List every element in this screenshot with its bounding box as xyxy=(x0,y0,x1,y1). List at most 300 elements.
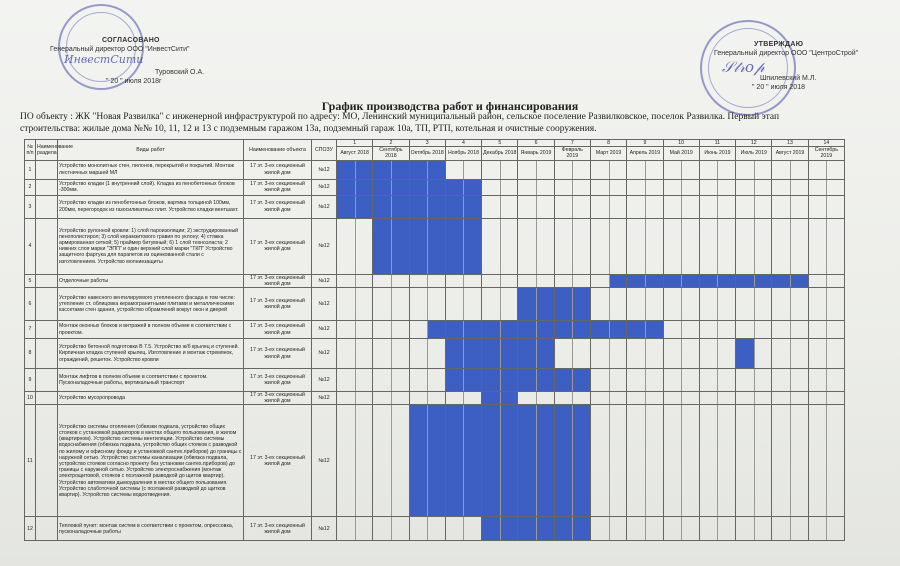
gantt-empty-segment xyxy=(645,405,663,516)
gantt-empty-segment xyxy=(645,288,663,320)
gantt-bar-segment xyxy=(427,180,445,195)
gantt-cell xyxy=(699,274,735,287)
left-approval-heading: СОГЛАСОВАНО xyxy=(102,37,160,44)
gantt-empty-segment xyxy=(717,405,735,516)
gantt-empty-segment xyxy=(736,196,754,218)
gantt-empty-segment xyxy=(518,196,536,218)
gantt-empty-segment xyxy=(555,339,573,368)
section-cell xyxy=(36,405,58,517)
section-cell xyxy=(36,369,58,392)
gantt-empty-segment xyxy=(410,288,428,320)
gantt-empty-segment xyxy=(736,288,754,320)
gantt-empty-segment xyxy=(717,392,735,404)
gantt-empty-segment xyxy=(664,161,682,179)
gantt-empty-segment xyxy=(627,517,645,540)
gantt-cell xyxy=(554,405,590,517)
gantt-cell xyxy=(772,405,808,517)
gantt-empty-segment xyxy=(518,180,536,195)
month-number: 13 xyxy=(772,140,808,147)
gantt-empty-segment xyxy=(391,369,409,391)
gantt-cell xyxy=(445,339,481,369)
gantt-empty-segment xyxy=(609,369,627,391)
gantt-cell xyxy=(373,517,409,541)
month-name: Май 2019 xyxy=(663,147,699,160)
gantt-empty-segment xyxy=(790,405,808,516)
section-cell xyxy=(36,179,58,195)
gantt-empty-segment xyxy=(446,288,464,320)
month-number: 11 xyxy=(699,140,735,147)
gantt-empty-segment xyxy=(591,392,609,404)
gantt-empty-segment xyxy=(736,161,754,179)
gantt-empty-segment xyxy=(373,339,391,368)
gantt-bar-segment xyxy=(609,275,627,287)
gantt-empty-segment xyxy=(645,517,663,540)
gantt-empty-segment xyxy=(717,369,735,391)
gantt-cell xyxy=(482,195,518,218)
gantt-bar-segment xyxy=(463,196,481,218)
gantt-cell xyxy=(445,369,481,392)
gantt-cell xyxy=(663,179,699,195)
gantt-empty-segment xyxy=(809,288,827,320)
gantt-cell xyxy=(445,195,481,218)
month-number-row xyxy=(25,140,845,147)
gantt-empty-segment xyxy=(591,405,609,516)
gantt-bar-segment xyxy=(446,219,464,274)
object-name: 17 эт. 3-ех секционный жилой дом xyxy=(244,218,312,274)
gantt-cell xyxy=(590,195,626,218)
gantt-cell xyxy=(808,195,844,218)
gantt-bar-segment xyxy=(572,321,590,338)
gantt-empty-segment xyxy=(681,339,699,368)
gantt-empty-segment xyxy=(790,161,808,179)
right-approval-date: " 20 " июля 2018 xyxy=(752,84,805,91)
gantt-empty-segment xyxy=(681,196,699,218)
gantt-empty-segment xyxy=(337,517,355,540)
gantt-empty-segment xyxy=(591,161,609,179)
month-number: 3 xyxy=(409,140,445,147)
month-number: 8 xyxy=(590,140,626,147)
object-name: 17 эт. 3-ех секционный жилой дом xyxy=(244,405,312,517)
gantt-bar-segment xyxy=(500,517,518,540)
gantt-empty-segment xyxy=(790,196,808,218)
gantt-empty-segment xyxy=(627,219,645,274)
month-number: 5 xyxy=(482,140,518,147)
gantt-bar-segment xyxy=(463,321,481,338)
gantt-cell xyxy=(554,160,590,179)
work-description: Устройство системы отопления (обвязки подвала, устройство общих стояков с установкой радиаторов в местах общего пользования, в жилом (квартирном). Устройство системы вентиляции. Устройство системы водоснабжения (обвязка подвала, устройство общих стояков с разводкой по жилому и офисному фонду и установкой сантех.приборов) до границы с наружной сетью. Устройство системы канализации (обвязка подвала, устройство стояков согласно проекту без установки сантех.приборов) до границы с наружной сетью. Устройство электроснабжения (монтаж электрощитовой, стояков с поэтажной разводкой до щитов квартир). Устройство автоматики дымоудаления в местах общего пользования. Устройство слаботочной системы (с поэтажной разводкой до щитков квартир). Устройство системы водоотведения. xyxy=(58,405,244,517)
gantt-bar-segment xyxy=(555,405,573,516)
gantt-empty-segment xyxy=(736,369,754,391)
gantt-empty-segment xyxy=(809,180,827,195)
gantt-cell xyxy=(772,321,808,339)
gantt-empty-segment xyxy=(736,392,754,404)
gantt-cell xyxy=(337,321,373,339)
row-number: 10 xyxy=(25,392,36,405)
gantt-empty-segment xyxy=(700,339,718,368)
gantt-empty-segment xyxy=(754,180,772,195)
gantt-bar-segment xyxy=(410,180,428,195)
object-name: 17 эт. 3-ех секционный жилой дом xyxy=(244,392,312,405)
gantt-cell xyxy=(772,369,808,392)
gantt-empty-segment xyxy=(772,196,790,218)
gantt-cell xyxy=(808,339,844,369)
gantt-empty-segment xyxy=(500,180,518,195)
gantt-empty-segment xyxy=(609,392,627,404)
gantt-cell xyxy=(482,274,518,287)
gantt-empty-segment xyxy=(536,392,554,404)
gantt-cell xyxy=(373,392,409,405)
gantt-cell xyxy=(337,405,373,517)
gantt-empty-segment xyxy=(609,339,627,368)
row-number: 7 xyxy=(25,321,36,339)
gantt-bar-segment xyxy=(446,321,464,338)
gantt-empty-segment xyxy=(572,392,590,404)
work-description: Устройство навесного вентилируемого утепленного фасада в том числе: утепление ст. облицовка керамогранитными плитами и металлическими кассетами стен здания, устройство обрамлений вокруг окон и дверей xyxy=(58,288,244,321)
section-cell xyxy=(36,321,58,339)
gantt-empty-segment xyxy=(555,392,573,404)
row-number: 2 xyxy=(25,179,36,195)
table-row xyxy=(25,195,845,218)
gantt-bar-segment xyxy=(410,196,428,218)
gantt-empty-segment xyxy=(772,392,790,404)
right-signature: 𝒮𝓉𝓇𝑜𝓅 xyxy=(722,58,765,76)
gantt-cell xyxy=(772,339,808,369)
work-description: Устройство мусоропровода xyxy=(58,392,244,405)
gantt-cell xyxy=(736,517,772,541)
month-name: Август 2018 xyxy=(337,147,373,160)
gantt-bar-segment xyxy=(536,339,554,368)
gantt-empty-segment xyxy=(391,517,409,540)
gantt-cell xyxy=(772,517,808,541)
table-row xyxy=(25,392,845,405)
gantt-empty-segment xyxy=(536,180,554,195)
gantt-cell xyxy=(627,392,663,405)
gantt-bar-segment xyxy=(463,369,481,391)
gantt-bar-segment xyxy=(664,275,682,287)
table-row xyxy=(25,339,845,369)
left-approval-signer: Туровский О.А. xyxy=(155,69,205,76)
gantt-empty-segment xyxy=(700,180,718,195)
gantt-cell xyxy=(590,288,626,321)
gantt-empty-segment xyxy=(826,161,844,179)
gantt-bar-segment xyxy=(609,321,627,338)
gantt-empty-segment xyxy=(518,392,536,404)
gantt-empty-segment xyxy=(555,275,573,287)
gantt-empty-segment xyxy=(681,517,699,540)
spod-number: №12 xyxy=(312,321,337,339)
gantt-empty-segment xyxy=(555,161,573,179)
gantt-bar-segment xyxy=(591,321,609,338)
gantt-empty-segment xyxy=(427,369,445,391)
gantt-cell xyxy=(518,218,554,274)
right-approval-heading: УТВЕРЖДАЮ xyxy=(754,41,804,48)
gantt-empty-segment xyxy=(664,392,682,404)
gantt-cell xyxy=(337,195,373,218)
object-line-2: строительства: жилые дома №№ 10, 11, 12 и 13 с подземным гаражом 13а, подземный гараж 10а, ТП, РТП, котельная и очистные сооружения. xyxy=(20,124,597,134)
gantt-empty-segment xyxy=(664,369,682,391)
gantt-bar-segment xyxy=(736,339,754,368)
gantt-cell xyxy=(663,405,699,517)
header-object: Наименование объекта xyxy=(244,140,312,161)
gantt-empty-segment xyxy=(681,180,699,195)
month-number: 9 xyxy=(627,140,663,147)
gantt-empty-segment xyxy=(500,196,518,218)
gantt-empty-segment xyxy=(717,161,735,179)
gantt-cell xyxy=(808,392,844,405)
gantt-empty-segment xyxy=(427,392,445,404)
gantt-cell xyxy=(337,392,373,405)
gantt-empty-segment xyxy=(681,288,699,320)
gantt-empty-segment xyxy=(500,161,518,179)
gantt-bar-segment xyxy=(500,392,518,404)
gantt-cell xyxy=(808,321,844,339)
gantt-empty-segment xyxy=(826,339,844,368)
gantt-cell xyxy=(772,392,808,405)
gantt-cell xyxy=(772,288,808,321)
gantt-cell xyxy=(554,288,590,321)
row-number: 12 xyxy=(25,517,36,541)
gantt-empty-segment xyxy=(446,161,464,179)
gantt-empty-segment xyxy=(645,180,663,195)
gantt-cell xyxy=(772,218,808,274)
gantt-cell xyxy=(518,405,554,517)
work-description: Устройство кладки из пенобетонных блоков, вартика толщиной 100мм, 200мм, перегородок из газосиликатных плит. Устройство кладки вентшахт. xyxy=(58,195,244,218)
gantt-empty-segment xyxy=(337,321,355,338)
gantt-cell xyxy=(337,339,373,369)
gantt-empty-segment xyxy=(645,161,663,179)
gantt-cell xyxy=(590,274,626,287)
gantt-empty-segment xyxy=(754,392,772,404)
gantt-bar-segment xyxy=(427,405,445,516)
gantt-empty-segment xyxy=(790,392,808,404)
gantt-cell xyxy=(409,369,445,392)
gantt-empty-segment xyxy=(446,392,464,404)
gantt-cell xyxy=(518,288,554,321)
gantt-cell xyxy=(736,321,772,339)
left-stamp-text: ИнвестСити xyxy=(64,53,144,66)
section-cell xyxy=(36,160,58,179)
gantt-bar-segment xyxy=(482,321,500,338)
gantt-cell xyxy=(554,218,590,274)
gantt-cell xyxy=(554,339,590,369)
work-description: Устройство рулонной кровли: 1) слой пароизоляции; 2) экструдированный пенополистирол; 3) слой керамзитового гравия по уклону; 4) стяжка армированная сеткой; 5) праймер битумный; 6) 1 слой техноэласта; 2 нижних слоя марки "ЭПП" и один верхний слой марки "ТКП" Устройство защитного фартука для парапетов из оцинкованной стали с изготовлением. Устройство молниезащиты xyxy=(58,218,244,274)
gantt-empty-segment xyxy=(772,321,790,338)
row-number: 1 xyxy=(25,160,36,179)
gantt-empty-segment xyxy=(427,275,445,287)
gantt-empty-segment xyxy=(809,405,827,516)
gantt-empty-segment xyxy=(736,405,754,516)
gantt-bar-segment xyxy=(446,405,464,516)
gantt-bar-segment xyxy=(391,219,409,274)
gantt-empty-segment xyxy=(572,196,590,218)
gantt-cell xyxy=(772,274,808,287)
gantt-cell xyxy=(663,369,699,392)
gantt-bar-segment xyxy=(373,219,391,274)
gantt-cell xyxy=(627,321,663,339)
gantt-empty-segment xyxy=(826,180,844,195)
gantt-cell xyxy=(409,405,445,517)
gantt-bar-segment xyxy=(391,180,409,195)
header-spod: СПОЗУ xyxy=(312,140,337,161)
gantt-empty-segment xyxy=(717,288,735,320)
gantt-empty-segment xyxy=(463,161,481,179)
gantt-empty-segment xyxy=(717,180,735,195)
gantt-empty-segment xyxy=(809,369,827,391)
gantt-cell xyxy=(808,160,844,179)
gantt-cell xyxy=(445,218,481,274)
gantt-cell xyxy=(627,179,663,195)
work-description: Тепловой пункт: монтаж систем в соответствии с проектом, опрессовка, пусконаладочные работы xyxy=(58,517,244,541)
gantt-cell xyxy=(699,405,735,517)
table-row xyxy=(25,405,845,517)
gantt-empty-segment xyxy=(754,196,772,218)
gantt-empty-segment xyxy=(391,321,409,338)
gantt-bar-segment xyxy=(373,161,391,179)
gantt-empty-segment xyxy=(373,369,391,391)
section-cell xyxy=(36,339,58,369)
gantt-bar-segment xyxy=(446,369,464,391)
gantt-empty-segment xyxy=(700,196,718,218)
work-description: Устройство монолитных стен, пилонов, перекрытий и покрытий. Монтаж лестничных маршей МЛ xyxy=(58,160,244,179)
gantt-cell xyxy=(736,195,772,218)
gantt-empty-segment xyxy=(717,517,735,540)
gantt-empty-segment xyxy=(355,275,373,287)
gantt-empty-segment xyxy=(645,196,663,218)
gantt-bar-segment xyxy=(627,275,645,287)
gantt-empty-segment xyxy=(809,339,827,368)
spod-number: №12 xyxy=(312,195,337,218)
gantt-empty-segment xyxy=(664,219,682,274)
gantt-bar-segment xyxy=(482,392,500,404)
table-row xyxy=(25,517,845,541)
table-row xyxy=(25,321,845,339)
gantt-cell xyxy=(482,405,518,517)
gantt-bar-segment xyxy=(337,161,355,179)
gantt-cell xyxy=(518,392,554,405)
gantt-bar-segment xyxy=(555,321,573,338)
gantt-cell xyxy=(590,321,626,339)
gantt-bar-segment xyxy=(391,196,409,218)
gantt-empty-segment xyxy=(627,180,645,195)
gantt-empty-segment xyxy=(555,196,573,218)
gantt-empty-segment xyxy=(410,275,428,287)
gantt-empty-segment xyxy=(664,339,682,368)
gantt-empty-segment xyxy=(790,517,808,540)
gantt-empty-segment xyxy=(591,219,609,274)
gantt-cell xyxy=(409,160,445,179)
gantt-empty-segment xyxy=(591,196,609,218)
gantt-cell xyxy=(445,517,481,541)
gantt-empty-segment xyxy=(627,196,645,218)
work-description: Устройство кладки (1 внутренний слой). Кладка из пенобетонных блоков -300мм. xyxy=(58,179,244,195)
gantt-empty-segment xyxy=(772,180,790,195)
gantt-bar-segment xyxy=(446,339,464,368)
header-section: Наименование раздела xyxy=(36,140,58,161)
gantt-cell xyxy=(663,392,699,405)
gantt-empty-segment xyxy=(627,369,645,391)
gantt-empty-segment xyxy=(809,219,827,274)
gantt-empty-segment xyxy=(572,161,590,179)
gantt-bar-segment xyxy=(355,161,373,179)
gantt-cell xyxy=(518,274,554,287)
gantt-empty-segment xyxy=(500,288,518,320)
right-approval-signer: Шпилевский М.Л. xyxy=(760,75,817,82)
gantt-bar-segment xyxy=(536,369,554,391)
gantt-cell xyxy=(627,195,663,218)
gantt-empty-segment xyxy=(772,161,790,179)
gantt-cell xyxy=(554,274,590,287)
gantt-bar-segment xyxy=(337,196,355,218)
gantt-empty-segment xyxy=(355,321,373,338)
gantt-empty-segment xyxy=(609,219,627,274)
gantt-empty-segment xyxy=(591,180,609,195)
gantt-empty-segment xyxy=(681,392,699,404)
gantt-empty-segment xyxy=(337,369,355,391)
month-name: Декабрь 2018 xyxy=(482,147,518,160)
gantt-cell xyxy=(445,160,481,179)
gantt-empty-segment xyxy=(536,219,554,274)
gantt-cell xyxy=(699,321,735,339)
gantt-empty-segment xyxy=(591,288,609,320)
gantt-cell xyxy=(554,369,590,392)
gantt-empty-segment xyxy=(410,321,428,338)
gantt-bar-segment xyxy=(463,180,481,195)
gantt-empty-segment xyxy=(790,339,808,368)
month-number: 1 xyxy=(337,140,373,147)
gantt-empty-segment xyxy=(826,392,844,404)
gantt-bar-segment xyxy=(627,321,645,338)
object-name: 17 эт. 3-ех секционный жилой дом xyxy=(244,321,312,339)
gantt-cell xyxy=(337,179,373,195)
gantt-empty-segment xyxy=(681,369,699,391)
gantt-empty-segment xyxy=(645,219,663,274)
gantt-empty-segment xyxy=(664,405,682,516)
gantt-cell xyxy=(445,392,481,405)
object-name: 17 эт. 3-ех секционный жилой дом xyxy=(244,195,312,218)
gantt-empty-segment xyxy=(809,321,827,338)
gantt-bar-segment xyxy=(355,180,373,195)
gantt-bar-segment xyxy=(500,339,518,368)
table-row xyxy=(25,179,845,195)
gantt-empty-segment xyxy=(700,392,718,404)
gantt-empty-segment xyxy=(700,517,718,540)
gantt-empty-segment xyxy=(410,369,428,391)
gantt-cell xyxy=(699,218,735,274)
header-num: № п/п xyxy=(25,140,36,161)
gantt-cell xyxy=(627,218,663,274)
gantt-empty-segment xyxy=(809,392,827,404)
gantt-empty-segment xyxy=(427,517,445,540)
gantt-empty-segment xyxy=(482,219,500,274)
gantt-empty-segment xyxy=(700,405,718,516)
gantt-empty-segment xyxy=(446,275,464,287)
gantt-cell xyxy=(772,160,808,179)
gantt-empty-segment xyxy=(410,392,428,404)
gantt-bar-segment xyxy=(536,405,554,516)
gantt-empty-segment xyxy=(609,196,627,218)
gantt-empty-segment xyxy=(536,275,554,287)
gantt-cell xyxy=(482,218,518,274)
document-title: График производства работ и финансирования xyxy=(321,99,579,113)
gantt-bar-segment xyxy=(572,369,590,391)
gantt-bar-segment xyxy=(555,288,573,320)
gantt-cell xyxy=(736,218,772,274)
gantt-cell xyxy=(445,179,481,195)
gantt-empty-segment xyxy=(355,369,373,391)
gantt-cell xyxy=(699,160,735,179)
gantt-empty-segment xyxy=(772,288,790,320)
gantt-empty-segment xyxy=(754,405,772,516)
